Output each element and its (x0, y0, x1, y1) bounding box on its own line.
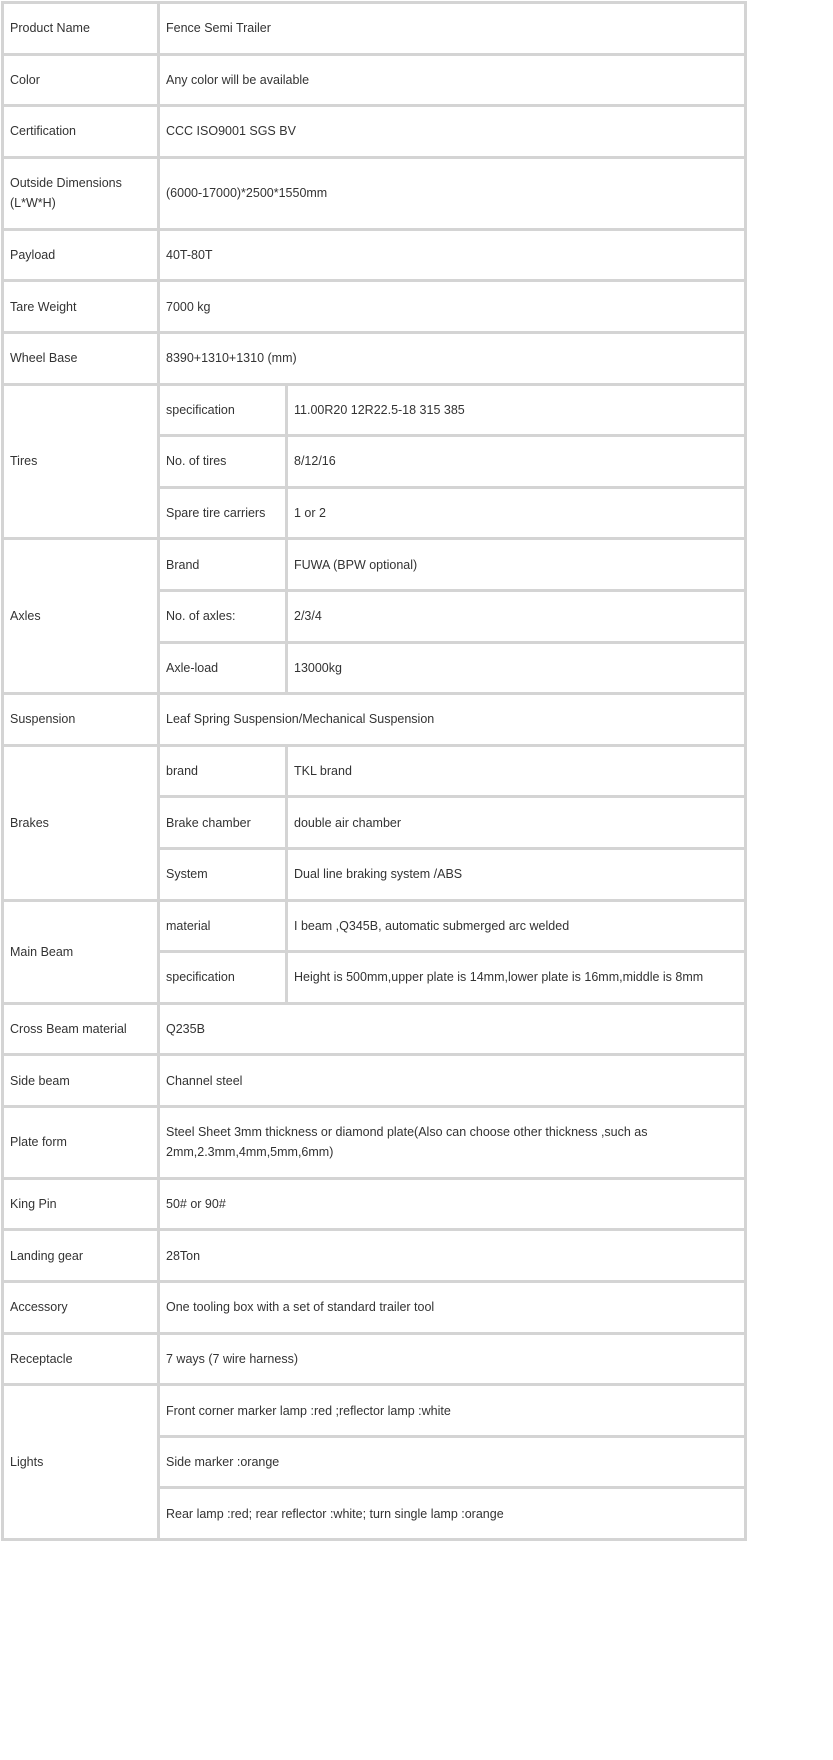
table-row (3, 384, 746, 436)
sub-label: brand (159, 745, 287, 797)
row-value: One tooling box with a set of standard trailer tool (159, 1282, 746, 1334)
sub-value: 2/3/4 (287, 590, 746, 642)
table-row (3, 1282, 746, 1334)
row-label: Certification (3, 106, 159, 158)
sub-value: I beam ,Q345B, automatic submerged arc welded (287, 900, 746, 952)
row-label: Axles (3, 539, 159, 694)
table-row (3, 3, 746, 55)
sub-label: Spare tire carriers (159, 487, 287, 539)
row-value: Side marker :orange (159, 1436, 746, 1488)
table-row (3, 1333, 746, 1385)
sub-label: material (159, 900, 287, 952)
sub-label: Axle-load (159, 642, 287, 694)
row-value: 40T-80T (159, 229, 746, 281)
row-value: Rear lamp :red; rear reflector :white; turn single lamp :orange (159, 1488, 746, 1540)
row-value: 50# or 90# (159, 1178, 746, 1230)
table-row (3, 157, 746, 229)
table-row (3, 54, 746, 106)
table-row (3, 332, 746, 384)
sub-label: Brand (159, 539, 287, 591)
row-value: Channel steel (159, 1055, 746, 1107)
row-label: Color (3, 54, 159, 106)
row-label: Tare Weight (3, 281, 159, 333)
row-label: Outside Dimensions (L*W*H) (3, 157, 159, 229)
row-label: Side beam (3, 1055, 159, 1107)
row-value: Any color will be available (159, 54, 746, 106)
table-row (3, 106, 746, 158)
sub-value: 1 or 2 (287, 487, 746, 539)
row-value: 28Ton (159, 1230, 746, 1282)
sub-value: TKL brand (287, 745, 746, 797)
row-label: Payload (3, 229, 159, 281)
table-row (3, 229, 746, 281)
row-label: Brakes (3, 745, 159, 900)
row-label: King Pin (3, 1178, 159, 1230)
row-label: Receptacle (3, 1333, 159, 1385)
table-row (3, 900, 746, 952)
row-value: Front corner marker lamp :red ;reflector lamp :white (159, 1385, 746, 1437)
row-value: 7000 kg (159, 281, 746, 333)
table-row (3, 1106, 746, 1178)
sub-label: Brake chamber (159, 797, 287, 849)
sub-label: No. of tires (159, 436, 287, 488)
row-label: Suspension (3, 694, 159, 746)
table-row (3, 1230, 746, 1282)
row-value: Steel Sheet 3mm thickness or diamond plate(Also can choose other thickness ,such as 2mm,2.3mm,4mm,5mm,6mm) (159, 1106, 746, 1178)
row-label: Accessory (3, 1282, 159, 1334)
row-label: Tires (3, 384, 159, 539)
sub-label: specification (159, 952, 287, 1004)
table-row (3, 694, 746, 746)
row-value: Q235B (159, 1003, 746, 1055)
row-value: 8390+1310+1310 (mm) (159, 332, 746, 384)
sub-label: No. of axles: (159, 590, 287, 642)
sub-value: FUWA (BPW optional) (287, 539, 746, 591)
row-label: Wheel Base (3, 332, 159, 384)
row-label: Lights (3, 1385, 159, 1540)
spec-table (1, 1, 747, 1541)
row-label: Plate form (3, 1106, 159, 1178)
table-row (3, 281, 746, 333)
sub-value: Dual line braking system /ABS (287, 848, 746, 900)
row-label: Landing gear (3, 1230, 159, 1282)
sub-value: 13000kg (287, 642, 746, 694)
row-value: Leaf Spring Suspension/Mechanical Suspension (159, 694, 746, 746)
sub-value: Height is 500mm,upper plate is 14mm,lower plate is 16mm,middle is 8mm (287, 952, 746, 1004)
table-row (3, 1385, 746, 1437)
table-row (3, 1003, 746, 1055)
sub-value: 8/12/16 (287, 436, 746, 488)
row-label: Product Name (3, 3, 159, 55)
table-row (3, 1178, 746, 1230)
row-value: (6000-17000)*2500*1550mm (159, 157, 746, 229)
row-label: Main Beam (3, 900, 159, 1003)
sub-label: specification (159, 384, 287, 436)
sub-value: double air chamber (287, 797, 746, 849)
sub-label: System (159, 848, 287, 900)
row-value: Fence Semi Trailer (159, 3, 746, 55)
row-value: 7 ways (7 wire harness) (159, 1333, 746, 1385)
row-value: CCC ISO9001 SGS BV (159, 106, 746, 158)
table-row (3, 539, 746, 591)
table-row (3, 1055, 746, 1107)
sub-value: 11.00R20 12R22.5-18 315 385 (287, 384, 746, 436)
table-row (3, 745, 746, 797)
row-label: Cross Beam material (3, 1003, 159, 1055)
